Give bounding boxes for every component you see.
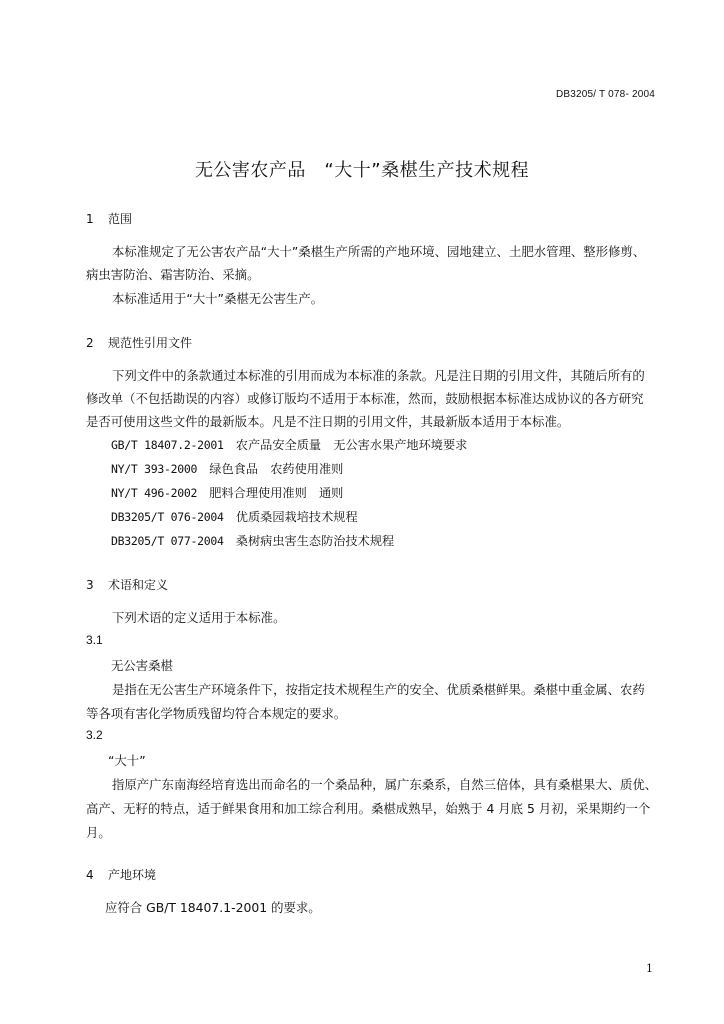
reference-title: 肥料合理使用准则 通则 (209, 486, 344, 500)
document-id: DB3205/ T 078- 2004 (555, 89, 655, 100)
section-title: 产地环境 (108, 868, 157, 882)
reference-title: 优质桑园栽培技术规程 (235, 510, 358, 524)
reference-item (111, 508, 358, 525)
section-number: 1 (86, 212, 94, 226)
paragraph-line: 是指在无公害生产环境条件下，按指定技术规程生产的安全、优质桑椹鲜果。桑椹中重金属、农药 (112, 682, 645, 697)
term-heading: “大十” (108, 753, 146, 768)
section-3-heading (86, 576, 168, 593)
reference-item (111, 484, 343, 501)
reference-item (111, 436, 467, 453)
page-number: 1 (646, 962, 653, 975)
reference-code: GB/T 18407.2-2001 (111, 438, 224, 452)
paragraph-line: 等各项有害化学物质残留均符合本规定的要求。 (86, 706, 347, 721)
reference-code: DB3205/T 077-2004 (111, 534, 224, 548)
clause-number: 3.1 (86, 633, 103, 647)
clause-number: 3.2 (86, 728, 103, 742)
paragraph-line: 下列文件中的条款通过本标准的引用而成为本标准的条款。凡是注日期的引用文件，其随后所有的 (112, 368, 645, 383)
reference-title: 桑树病虫害生态防治技术规程 (235, 534, 395, 548)
paragraph-line: 月。 (86, 825, 111, 840)
paragraph: 本标准适用于“大十”桑椹无公害生产。 (112, 291, 324, 306)
reference-code: DB3205/T 076-2004 (111, 510, 224, 524)
section-2-heading (86, 334, 192, 351)
paragraph-line: 高产、无籽的特点，适于鲜果食用和加工综合利用。桑椹成熟早，始熟于 4 月底 5 月初，采果期约一个 (86, 801, 651, 816)
reference-code: NY/T 496-2002 (111, 486, 198, 500)
section-4-heading (86, 866, 156, 883)
reference-code: NY/T 393-2000 (111, 462, 198, 476)
section-number: 3 (86, 578, 94, 592)
section-title: 规范性引用文件 (108, 336, 193, 350)
paragraph: 应符合 GB/T 18407.1-2001 的要求。 (105, 900, 321, 915)
section-1-heading (86, 210, 132, 227)
page-title: 无公害农产品 “大十”桑椹生产技术规程 (194, 160, 530, 181)
term-heading: 无公害桑椹 (111, 658, 173, 673)
reference-item (111, 532, 394, 549)
reference-title: 绿色食品 农药使用准则 (209, 462, 344, 476)
paragraph-line: 病虫害防治、霜害防治、采摘。 (86, 267, 260, 282)
paragraph-line: 是否可使用这些文件的最新版本。凡是不注日期的引用文件，其最新版本适用于本标准。 (86, 414, 570, 429)
section-number: 2 (86, 336, 94, 350)
section-title: 范围 (108, 212, 133, 226)
section-title: 术语和定义 (108, 578, 169, 592)
paragraph: 下列术语的定义适用于本标准。 (112, 610, 286, 625)
paragraph-line: 本标准规定了无公害农产品“大十”桑椹生产所需的产地环境、园地建立、土肥水管理、整形修剪、 (112, 244, 646, 259)
paragraph-line: 修改单（不包括勘误的内容）或修订版均不适用于本标准，然而，鼓励根据本标准达成协议的各方研究 (86, 391, 644, 406)
reference-title: 农产品安全质量 无公害水果产地环境要求 (235, 438, 468, 452)
reference-item (111, 460, 343, 477)
paragraph-line: 指原产广东南海经培育选出而命名的一个桑品种，属广东桑系，自然三倍体，具有桑椹果大、质优、 (112, 777, 658, 792)
section-number: 4 (86, 868, 94, 882)
